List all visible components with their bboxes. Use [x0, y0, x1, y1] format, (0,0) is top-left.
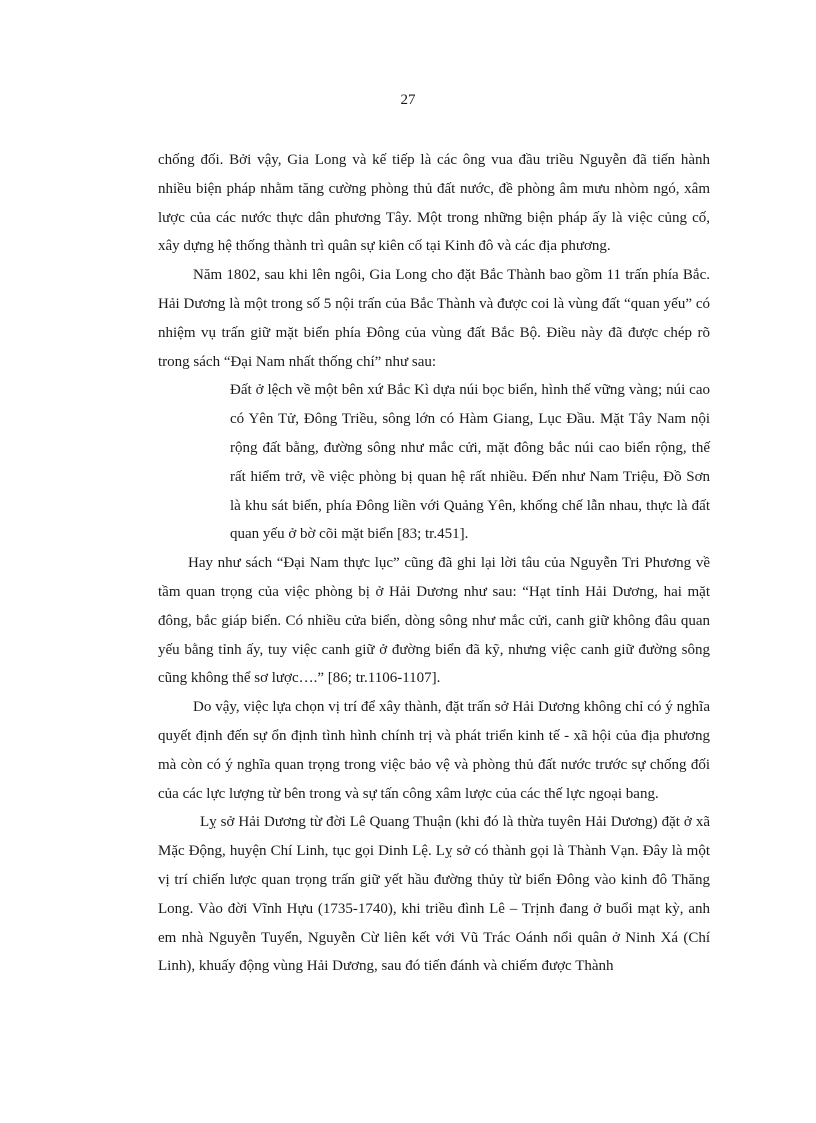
paragraph-5: Lỵ sở Hải Dương từ đời Lê Quang Thuận (khi đó là thừa tuyên Hải Dương) đặt ở xã Mặc Động, huyện Chí Linh, tục gọi Dinh Lệ. Lỵ sở có thành gọi là Thành Vạn. Đây là một vị trí chiến lược quan trọng trấn giữ yết hầu đường thủy từ biển Đông vào kinh đô Thăng Long. Vào đời Vĩnh Hựu (1735-1740), khi triều đình Lê – Trịnh đang ở buổi mạt kỳ, anh em nhà Nguyễn Tuyển, Nguyễn Cừ liên kết với Vũ Trác Oánh nổi quân ở Ninh Xá (Chí Linh), khuấy động vùng Hải Dương, sau đó tiến đánh và chiếm được Thành	[158, 814, 710, 975]
block-quote: Đất ở lệch về một bên xứ Bắc Kì dựa núi bọc biển, hình thế vững vàng; núi cao có Yên Tử, Đông Triều, sông lớn có Hàm Giang, Lục Đầu. Mặt Tây Nam nội rộng đất bằng, đường sông như mắc cửi, mặt đông bắc núi cao biển rộng, thế rất hiểm trở, về việc phòng bị quan hệ rất nhiều. Đến như Nam Triệu, Đồ Sơn là khu sát biển, phía Đông liền với Quảng Yên, khống chế lẫn nhau, thực là đất quan yếu ở bờ cõi mặt biển [83; tr.451].	[230, 382, 710, 543]
paragraph-4: Do vậy, việc lựa chọn vị trí để xây thành, đặt trấn sở Hải Dương không chỉ có ý nghĩa quyết định đến sự ổn định tình hình chính trị và phát triển kinh tế - xã hội của địa phương mà còn có ý nghĩa quan trọng trong việc bảo vệ và phòng thủ đất nước trước sự chống đối của các lực lượng từ bên trong và sự tấn công xâm lược của các thế lực ngoại bang.	[158, 699, 710, 802]
paragraph-3: Hay như sách “Đại Nam thực lục” cũng đã ghi lại lời tâu của Nguyễn Tri Phương về tầm quan trọng của việc phòng bị ở Hải Dương như sau: “Hạt tỉnh Hải Dương, hai mặt đông, bắc giáp biển. Có nhiều cửa biển, dòng sông như mắc cửi, canh giữ không đâu quan yếu bằng tỉnh ấy, tuy việc canh giữ ở đường biển đã kỹ, nhưng việc canh giữ đường sông cũng không thể sơ lược….” [86; tr.1106-1107].	[158, 555, 710, 687]
page-number: 27	[400, 92, 416, 108]
paragraph-2: Năm 1802, sau khi lên ngôi, Gia Long cho đặt Bắc Thành bao gồm 11 trấn phía Bắc. Hải Dương là một trong số 5 nội trấn của Bắc Thành và được coi là vùng đất “quan yếu” có nhiệm vụ trấn giữ mặt biển phía Đông của vùng đất Bắc Bộ. Điều này đã được chép rõ trong sách “Đại Nam nhất thống chí” như sau:	[158, 267, 710, 370]
paragraph-1: chống đối. Bởi vậy, Gia Long và kế tiếp là các ông vua đầu triều Nguyễn đã tiến hành nhiều biện pháp nhằm tăng cường phòng thủ đất nước, đề phòng âm mưu nhòm ngó, xâm lược của các nước thực dân phương Tây. Một trong những biện pháp ấy là việc củng cố, xây dựng hệ thống thành trì quân sự kiên cố tại Kinh đô và các địa phương.	[158, 152, 710, 255]
document-body	[158, 146, 710, 981]
